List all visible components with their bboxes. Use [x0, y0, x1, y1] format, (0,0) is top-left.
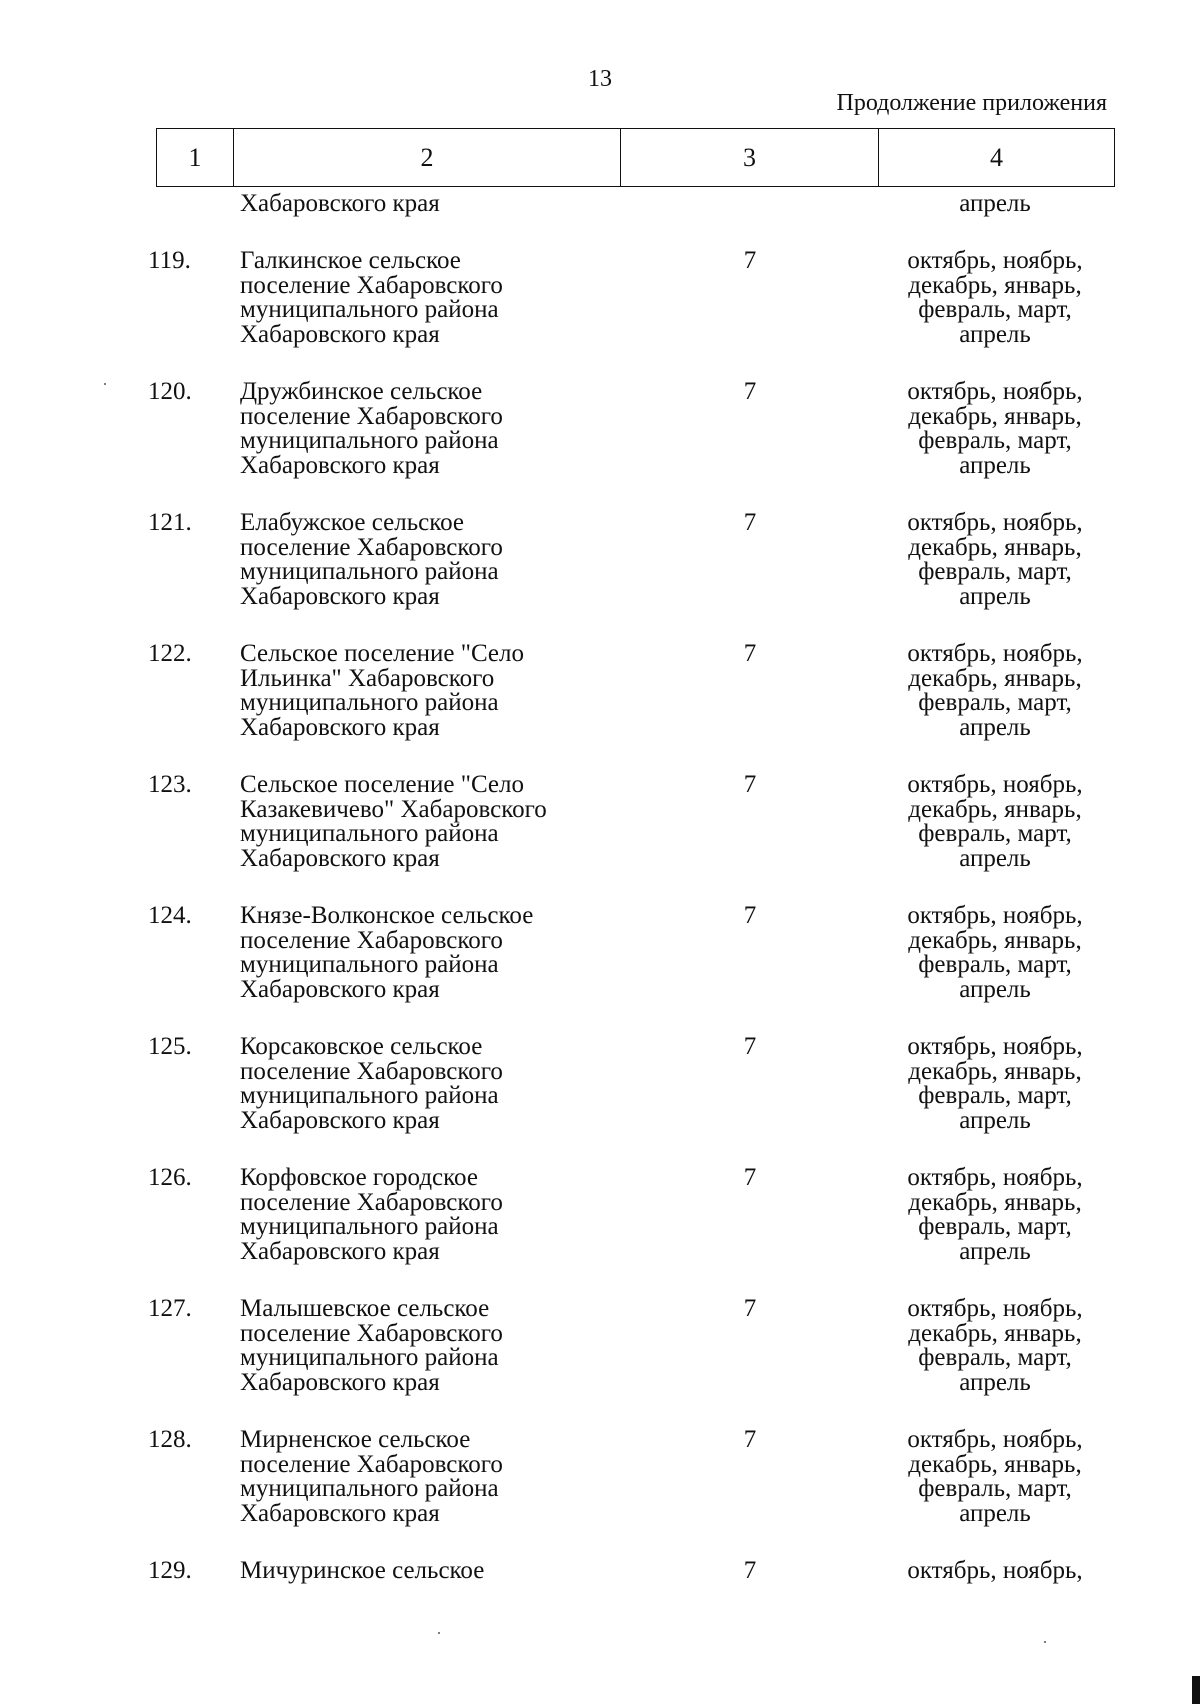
row-quantity: 7: [743, 1295, 757, 1322]
months-line: февраль, март,: [918, 1213, 1072, 1241]
name-line: Дружбинское сельское: [240, 378, 483, 405]
row-months: [862, 1559, 1128, 1584]
row-number: 121.: [148, 509, 192, 536]
months-line: апрель: [959, 1368, 1031, 1396]
months-line: апрель: [959, 1106, 1031, 1134]
row-name: [240, 773, 640, 871]
name-line: Мичуринское сельское: [240, 1557, 485, 1584]
row-quantity: 7: [743, 1557, 757, 1584]
months-line: февраль, март,: [918, 1475, 1072, 1503]
months-line: апрель: [959, 1237, 1031, 1265]
row-name: [240, 1559, 640, 1584]
table-row: [0, 380, 1200, 511]
name-line: Казакевичево" Хабаровского: [240, 795, 547, 823]
row-months: [862, 642, 1128, 740]
name-line: муниципального района: [240, 427, 499, 455]
table-row: [0, 773, 1200, 904]
name-line: муниципального района: [240, 1082, 499, 1110]
name-line: Хабаровского края: [240, 190, 440, 217]
row-number: 122.: [148, 640, 192, 667]
row-months: [862, 1428, 1128, 1526]
months-line: октябрь, ноябрь,: [907, 1033, 1083, 1060]
months-line: февраль, март,: [918, 1344, 1072, 1372]
table-row: [0, 1428, 1200, 1559]
name-line: поселение Хабаровского: [240, 926, 503, 954]
name-line: поселение Хабаровского: [240, 1188, 503, 1216]
months-line: октябрь, ноябрь,: [907, 378, 1083, 405]
name-line: поселение Хабаровского: [240, 533, 503, 561]
row-number: 126.: [148, 1164, 192, 1191]
row-months: [862, 511, 1128, 609]
name-line: Елабужское сельское: [240, 509, 464, 536]
row-number: 124.: [148, 902, 192, 929]
name-line: поселение Хабаровского: [240, 1319, 503, 1347]
table-row: [0, 511, 1200, 642]
name-line: Хабаровского края: [240, 975, 440, 1003]
row-quantity: 7: [743, 902, 757, 929]
name-line: Галкинское сельское: [240, 247, 461, 274]
row-quantity: 7: [743, 1033, 757, 1060]
months-line: апрель: [959, 320, 1031, 348]
table-row: [0, 1166, 1200, 1297]
months-line: октябрь, ноябрь,: [907, 640, 1083, 667]
name-line: Хабаровского края: [240, 1499, 440, 1527]
name-line: муниципального района: [240, 1344, 499, 1372]
name-line: муниципального района: [240, 296, 499, 324]
months-line: апрель: [959, 1499, 1031, 1527]
row-months: [862, 773, 1128, 871]
months-line: октябрь, ноябрь,: [907, 509, 1083, 536]
months-line: апрель: [959, 190, 1031, 217]
row-name: [240, 904, 640, 1002]
name-line: Малышевское сельское: [240, 1295, 490, 1322]
months-line: февраль, март,: [918, 820, 1072, 848]
name-line: Сельское поселение "Село: [240, 771, 525, 798]
months-line: декабрь, январь,: [908, 795, 1082, 823]
months-line: февраль, март,: [918, 689, 1072, 717]
months-line: февраль, март,: [918, 1082, 1072, 1110]
row-name: [240, 642, 640, 740]
header-cell-3: 3: [621, 129, 879, 186]
table-row-continued: [0, 192, 1200, 249]
months-line: октябрь, ноябрь,: [907, 1295, 1083, 1322]
months-line: октябрь, ноябрь,: [907, 1164, 1083, 1191]
months-line: февраль, март,: [918, 558, 1072, 586]
scan-edge-mark: [1192, 1676, 1200, 1704]
months-line: декабрь, январь,: [908, 1319, 1082, 1347]
name-line: Хабаровского края: [240, 1237, 440, 1265]
row-number: 125.: [148, 1033, 192, 1060]
name-line: поселение Хабаровского: [240, 402, 503, 430]
row-name: [240, 511, 640, 609]
row-number: 120.: [148, 378, 192, 405]
row-quantity: 7: [743, 1164, 757, 1191]
table-body: [0, 192, 1200, 1690]
months-line: апрель: [959, 975, 1031, 1003]
name-line: поселение Хабаровского: [240, 271, 503, 299]
name-line: Хабаровского края: [240, 582, 440, 610]
row-name: [240, 1166, 640, 1264]
months-line: декабрь, январь,: [908, 402, 1082, 430]
months-line: декабрь, январь,: [908, 533, 1082, 561]
row-name: [240, 1035, 640, 1133]
row-quantity: 7: [743, 640, 757, 667]
months-line: апрель: [959, 582, 1031, 610]
continuation-label: Продолжение приложения: [836, 90, 1107, 116]
page-number: 13: [588, 66, 612, 92]
name-line: муниципального района: [240, 689, 499, 717]
months-line: декабрь, январь,: [908, 1057, 1082, 1085]
name-line: муниципального района: [240, 951, 499, 979]
months-line: декабрь, январь,: [908, 271, 1082, 299]
months-line: декабрь, январь,: [908, 1188, 1082, 1216]
months-line: декабрь, январь,: [908, 926, 1082, 954]
scan-speck: [1044, 1641, 1046, 1643]
months-line: декабрь, январь,: [908, 1450, 1082, 1478]
name-line: муниципального района: [240, 558, 499, 586]
row-quantity: 7: [743, 771, 757, 798]
name-line: Хабаровского края: [240, 320, 440, 348]
months-line: апрель: [959, 451, 1031, 479]
row-name: [240, 380, 640, 478]
name-line: Корсаковское сельское: [240, 1033, 483, 1060]
name-line: Хабаровского края: [240, 844, 440, 872]
name-line: муниципального района: [240, 1213, 499, 1241]
row-quantity: 7: [743, 509, 757, 536]
months-line: декабрь, январь,: [908, 664, 1082, 692]
name-line: Хабаровского края: [240, 1106, 440, 1134]
header-cell-2: 2: [234, 129, 621, 186]
name-line: Ильинка" Хабаровского: [240, 664, 495, 692]
name-line: поселение Хабаровского: [240, 1450, 503, 1478]
table-header: [156, 128, 1115, 187]
row-name: [240, 1428, 640, 1526]
scan-speck: [438, 1632, 440, 1634]
row-quantity: 7: [743, 247, 757, 274]
row-months: [862, 1297, 1128, 1395]
row-number: 123.: [148, 771, 192, 798]
row-quantity: 7: [743, 1426, 757, 1453]
name-line: Князе-Волконское сельское: [240, 902, 534, 929]
months-line: октябрь, ноябрь,: [907, 247, 1083, 274]
months-line: апрель: [959, 844, 1031, 872]
row-months: [862, 1166, 1128, 1264]
row-months: [862, 1035, 1128, 1133]
table-row: [0, 1559, 1200, 1690]
row-number: 119.: [148, 247, 191, 274]
name-line: Корфовское городское: [240, 1164, 478, 1191]
months-line: февраль, март,: [918, 296, 1072, 324]
row-name: [240, 1297, 640, 1395]
row-months: [862, 904, 1128, 1002]
row-number: 128.: [148, 1426, 192, 1453]
name-line: Хабаровского края: [240, 713, 440, 741]
name-line: поселение Хабаровского: [240, 1057, 503, 1085]
months-line: октябрь, ноябрь,: [907, 1557, 1083, 1584]
table-row: [0, 904, 1200, 1035]
row-quantity: 7: [743, 378, 757, 405]
table-row: [0, 1297, 1200, 1428]
name-line: муниципального района: [240, 1475, 499, 1503]
name-line: Мирненское сельское: [240, 1426, 471, 1453]
row-number: 129.: [148, 1557, 192, 1584]
row-name: [240, 192, 640, 217]
table-row: [0, 1035, 1200, 1166]
scan-speck: [104, 383, 106, 385]
table-row: [0, 249, 1200, 380]
table-row: [0, 642, 1200, 773]
months-line: апрель: [959, 713, 1031, 741]
row-months: [862, 380, 1128, 478]
row-months: [862, 192, 1128, 217]
name-line: Хабаровского края: [240, 1368, 440, 1396]
header-cell-1: 1: [157, 129, 234, 186]
name-line: Сельское поселение "Село: [240, 640, 525, 667]
row-months: [862, 249, 1128, 347]
header-cell-4: 4: [990, 142, 1003, 172]
name-line: муниципального района: [240, 820, 499, 848]
months-line: октябрь, ноябрь,: [907, 1426, 1083, 1453]
name-line: Хабаровского края: [240, 451, 440, 479]
months-line: февраль, март,: [918, 427, 1072, 455]
row-name: [240, 249, 640, 347]
months-line: октябрь, ноябрь,: [907, 902, 1083, 929]
months-line: октябрь, ноябрь,: [907, 771, 1083, 798]
row-number: 127.: [148, 1295, 192, 1322]
months-line: февраль, март,: [918, 951, 1072, 979]
